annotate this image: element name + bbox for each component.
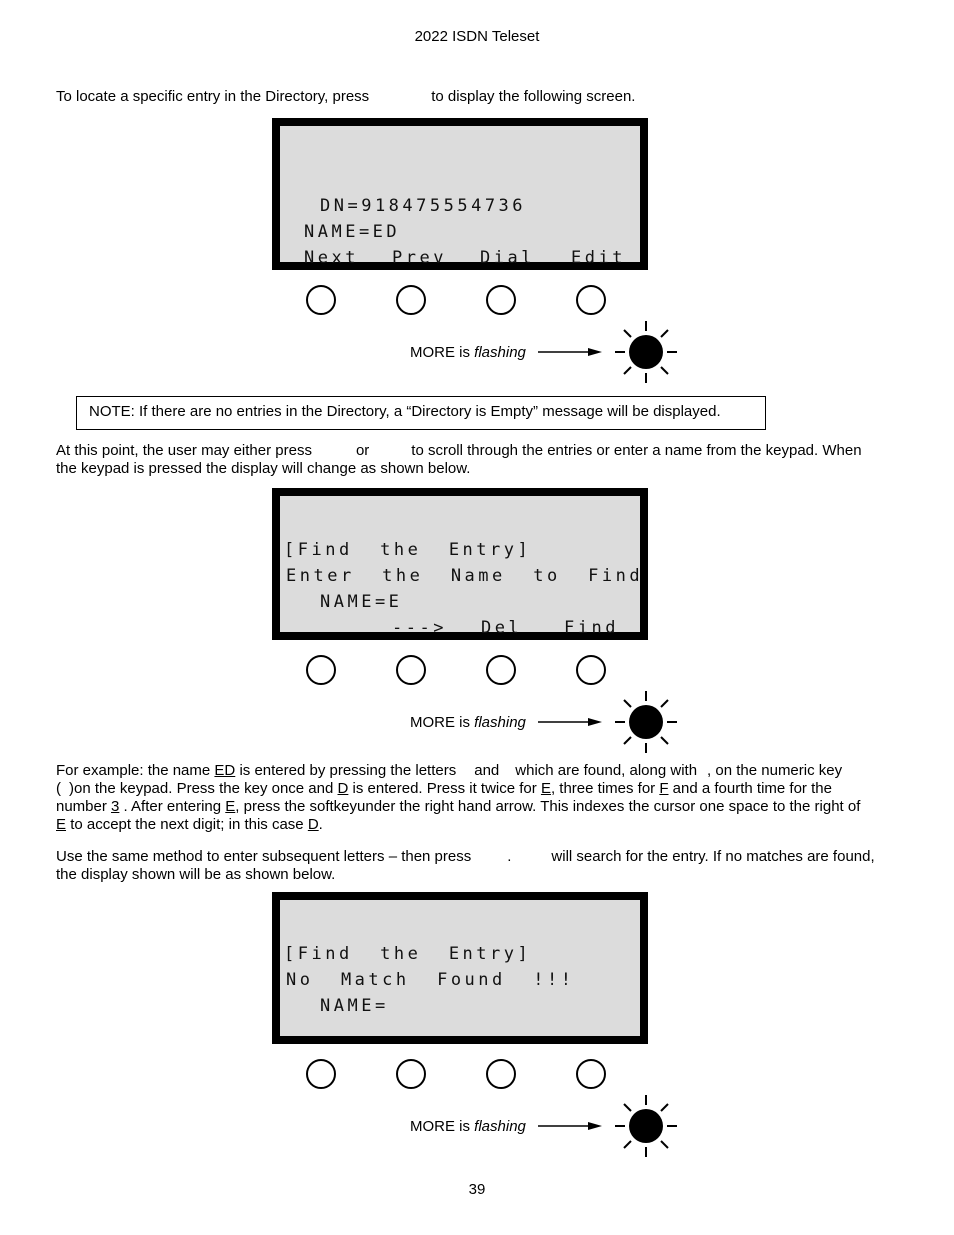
lcd-softkey-label-edit: Edit [571, 248, 626, 268]
softkey-1[interactable] [306, 655, 336, 685]
lcd-line-dn: DN=918475554736 [320, 196, 527, 216]
intro-paragraph [56, 88, 906, 106]
arrow-right-icon [538, 1122, 602, 1130]
softkey-4[interactable] [576, 1059, 606, 1089]
softkey-3[interactable] [486, 285, 516, 315]
more-indicator-graphic [536, 318, 682, 388]
page-number: 39 [468, 1181, 486, 1198]
lcd-screen-directory [272, 118, 648, 270]
lcd-line-find-title: [Find the Entry] [284, 944, 532, 964]
lcd-screen-no-match [272, 892, 648, 1044]
lcd-line-find-title: [Find the Entry] [284, 540, 532, 560]
example-paragraph: For example: the name ED is entered by pressing the letters and which are found, along with , on the numeric key ( )on the keypad. Press the key once and D is entered. Press it twice for E, three times for F and a fourth time for the number 3 . After entering E, press the softkeyunder the right hand arrow. This indexes the cursor one space to the right of E to accept the next digit; in this case D. [56, 762, 861, 833]
softkey-2[interactable] [396, 655, 426, 685]
softkey-2[interactable] [396, 1059, 426, 1089]
flashing-light-icon [615, 321, 677, 383]
note-box: NOTE: If there are no entries in the Directory, a “Directory is Empty” message will be displayed. [76, 396, 766, 430]
flashing-light-icon [615, 1095, 677, 1157]
lcd-softkey-label-arrow: ---> [392, 618, 447, 638]
page-header: 2022 ISDN Teleset [414, 28, 540, 45]
intro-text-after: to display the following screen. [431, 88, 636, 105]
more-flashing-label: MORE is flashing [410, 714, 526, 731]
softkey-4[interactable] [576, 655, 606, 685]
lcd-line-name: NAME= [320, 996, 389, 1016]
lcd-softkey-label-find: Find [564, 618, 619, 638]
softkey-3[interactable] [486, 655, 516, 685]
arrow-right-icon [538, 348, 602, 356]
flashing-light-icon [615, 691, 677, 753]
arrow-right-icon [538, 718, 602, 726]
lcd-softkey-label-del: Del [481, 618, 523, 638]
lcd-line-name: NAME=E [320, 592, 403, 612]
more-indicator-graphic [536, 688, 682, 758]
search-paragraph: Use the same method to enter subsequent letters – then press . will search for the entry. If no matches are found, the display shown will be as shown below. [56, 848, 875, 883]
lcd-softkey-label-next: Next [304, 248, 359, 268]
softkey-4[interactable] [576, 285, 606, 315]
lcd-screen-find-entry [272, 488, 648, 640]
scroll-paragraph: At this point, the user may either press or to scroll through the entries or enter a name from the keypad. When the keypad is pressed the display will change as shown below. [56, 442, 862, 477]
lcd-line-name: NAME=ED [304, 222, 401, 242]
more-flashing-label: MORE is flashing [410, 344, 526, 361]
more-flashing-label: MORE is flashing [410, 1118, 526, 1135]
softkey-1[interactable] [306, 285, 336, 315]
softkey-1[interactable] [306, 1059, 336, 1089]
softkey-3[interactable] [486, 1059, 516, 1089]
lcd-softkey-label-dial: Dial [480, 248, 535, 268]
intro-text-before: To locate a specific entry in the Directory, press [56, 88, 370, 105]
lcd-softkey-label-prev: Prev [392, 248, 447, 268]
more-indicator-graphic [536, 1092, 682, 1162]
lcd-line-no-match: No Match Found !!! [286, 970, 575, 990]
softkey-2[interactable] [396, 285, 426, 315]
lcd-line-enter-name: Enter the Name to Find [286, 566, 644, 586]
